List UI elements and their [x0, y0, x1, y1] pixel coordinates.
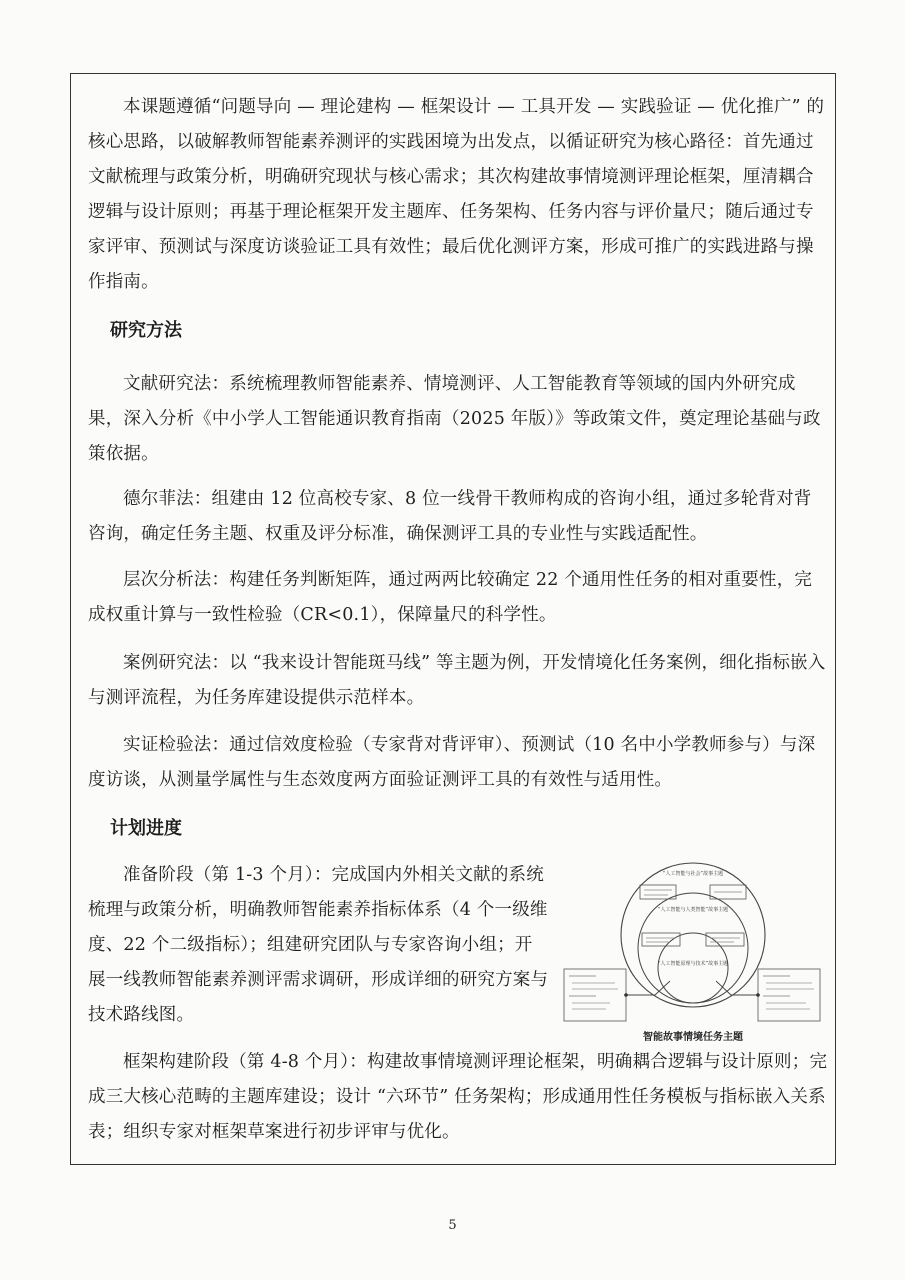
page-number: 5 — [448, 1218, 457, 1233]
schedule-stage2: 框架构建阶段（第 4-8 个月）：构建故事情境测评理论框架，明确耦合逻辑与设计原则；完成三大核心范畴的主题库建设；设计 “六环节” 任务架构；形成通用性任务模板与指标嵌入关系表；组织专家对框架草案进行初步评审与优化。 — [88, 1052, 828, 1142]
figure-caption: 智能故事情境任务主题 — [643, 1032, 743, 1043]
method-literature: 文献研究法：系统梳理教师智能素养、情境测评、人工智能教育等领域的国内外研究成果，深入分析《中小学人工智能通识教育指南（2025 年版）》等政策文件，奠定理论基础与政策依据。 — [88, 374, 821, 464]
intro-paragraph: 本课题遵循“问题导向 — 理论建构 — 框架设计 — 工具开发 — 实践验证 — 优化推广” 的核心思路，以破解教师智能素养测评的实践困境为出发点，以循证研究为核心路径：首先通过文献梳理与政策分析，明确研究现状与核心需求；其次构建故事情境测评理论框架，厘清耦合逻辑与设计原则；再基于理论框架开发主题库、任务架构、任务内容与评价量尺；随后通过专家评审、预测试与深度访谈验证工具有效性；最后优化测评方案，形成可推广的实践进路与操作指南。 — [88, 97, 825, 292]
middle-theme-label: “人工智能与人类智能”故事主题 — [657, 907, 729, 913]
outer-theme-label: “人工智能与社会”故事主题 — [662, 871, 724, 877]
inner-theme-label: “人工智能原理与技术”故事主题 — [657, 961, 729, 967]
story-theme-figure — [560, 853, 826, 1028]
methods-heading: 研究方法 — [110, 320, 182, 341]
nested-circles-diagram — [560, 853, 826, 1028]
schedule-heading: 计划进度 — [110, 818, 182, 839]
method-ahp: 层次分析法：构建任务判断矩阵，通过两两比较确定 22 个通用性任务的相对重要性，完成权重计算与一致性检验（CR<0.1），保障量尺的科学性。 — [88, 570, 813, 625]
method-delphi: 德尔菲法：组建由 12 位高校专家、8 位一线骨干教师构成的咨询小组，通过多轮背对背咨询，确定任务主题、权重及评分标准，确保测评工具的专业性与实践适配性。 — [88, 489, 812, 544]
schedule-stage1: 准备阶段（第 1-3 个月）：完成国内外相关文献的系统梳理与政策分析，明确教师智能素养指标体系（4 个一级维度、22 个二级指标）；组建研究团队与专家咨询小组；开展一线教师智能素养测评需求调研，形成详细的研究方案与技术路线图。 — [88, 865, 549, 1025]
method-empirical: 实证检验法：通过信效度检验（专家背对背评审）、预测试（10 名中小学教师参与）与深度访谈，从测量学属性与生态效度两方面验证测评工具的有效性与适用性。 — [88, 735, 816, 790]
method-case-study: 案例研究法：以 “我来设计智能斑马线” 等主题为例，开发情境化任务案例，细化指标嵌入与测评流程，为任务库建设提供示范样本。 — [88, 653, 826, 708]
